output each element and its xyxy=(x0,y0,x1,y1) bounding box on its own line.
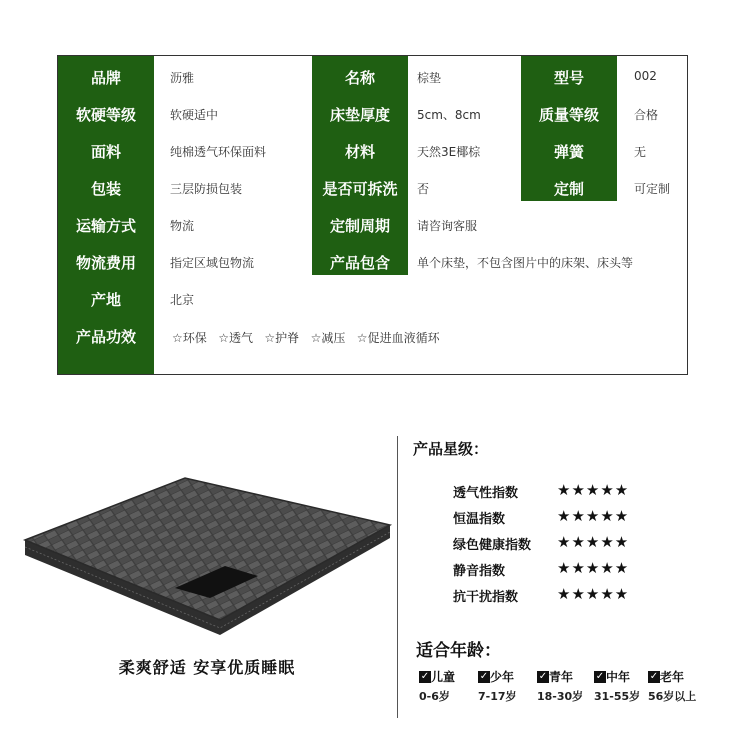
spec-label: 软硬等级 xyxy=(75,106,136,124)
age-item xyxy=(478,666,538,704)
age-range: 7-17岁 xyxy=(478,690,517,703)
spec-table xyxy=(57,55,688,375)
spec-value: 请咨询客服 xyxy=(417,219,478,233)
check-icon: ✓ xyxy=(595,670,605,682)
age-range: 56岁以上 xyxy=(648,690,697,703)
check-icon: ✓ xyxy=(479,670,489,682)
spec-value: 天然3E椰棕 xyxy=(417,145,481,159)
spec-value: 单个床垫，不包含图片中的床架、床头等 xyxy=(417,256,634,270)
spec-label: 品牌 xyxy=(90,69,121,87)
age-item xyxy=(648,666,708,704)
spec-label: 产品包含 xyxy=(329,254,390,272)
spec-value: 棕垫 xyxy=(417,71,442,85)
spec-value: 软硬适中 xyxy=(170,108,219,122)
age-name: 老年 xyxy=(660,670,685,684)
divider xyxy=(397,436,398,718)
spec-label: 材料 xyxy=(344,143,375,161)
spec-value: 物流 xyxy=(170,219,195,233)
spec-label: 质量等级 xyxy=(538,106,599,124)
spec-label: 定制 xyxy=(553,180,584,198)
spec-value: 5cm、8cm xyxy=(417,108,481,122)
spec-label: 型号 xyxy=(553,69,584,87)
spec-value: 北京 xyxy=(170,293,195,307)
spec-label: 物流费用 xyxy=(75,254,136,272)
spec-label: 床垫厚度 xyxy=(329,106,390,124)
spec-value: 三层防损包装 xyxy=(170,182,243,196)
age-range: 0-6岁 xyxy=(419,690,450,703)
spec-label: 产品功效 xyxy=(75,328,136,346)
age-name: 青年 xyxy=(549,670,574,684)
rating-label: 恒温指数 xyxy=(453,512,506,527)
spec-value: ☆环保 ☆透气 ☆护脊 ☆减压 ☆促进血液循环 xyxy=(172,331,440,345)
spec-value: 纯棉透气环保面料 xyxy=(170,145,267,159)
spec-value: 沥雅 xyxy=(170,71,195,85)
rating-stars: ★★★★★ xyxy=(557,533,630,551)
spec-value: 否 xyxy=(417,182,430,196)
spec-label: 面料 xyxy=(90,143,121,161)
age-item xyxy=(419,666,479,704)
age-name: 中年 xyxy=(606,670,631,684)
spec-label: 弹簧 xyxy=(553,143,584,161)
age-name: 少年 xyxy=(490,670,515,684)
mattress-image xyxy=(20,470,395,640)
spec-label: 定制周期 xyxy=(329,217,390,235)
age-name: 儿童 xyxy=(431,670,456,684)
rating-label: 静音指数 xyxy=(453,564,506,579)
check-icon: ✓ xyxy=(649,670,659,682)
age-range: 18-30岁 xyxy=(537,690,584,703)
rating-stars: ★★★★★ xyxy=(557,481,630,499)
age-range: 31-55岁 xyxy=(594,690,641,703)
rating-label: 绿色健康指数 xyxy=(453,538,532,553)
spec-value: 无 xyxy=(634,145,647,159)
spec-label: 是否可拆洗 xyxy=(322,180,398,198)
spec-label: 运输方式 xyxy=(75,217,136,235)
rating-title: 产品星级： xyxy=(413,440,489,458)
spec-label: 产地 xyxy=(90,291,121,309)
check-icon: ✓ xyxy=(538,670,548,682)
rating-stars: ★★★★★ xyxy=(557,507,630,525)
slogan: 柔爽舒适 安享优质睡眠 xyxy=(118,658,296,677)
rating-stars: ★★★★★ xyxy=(557,585,630,603)
spec-value: 002 xyxy=(634,69,657,83)
age-item xyxy=(594,666,654,704)
spec-value: 合格 xyxy=(634,108,659,122)
age-title: 适合年龄： xyxy=(416,641,501,661)
spec-label-column-2 xyxy=(312,56,408,275)
rating-stars: ★★★★★ xyxy=(557,559,630,577)
spec-label: 名称 xyxy=(344,69,375,87)
rating-label: 透气性指数 xyxy=(453,486,519,501)
age-item xyxy=(537,666,597,704)
spec-value: 可定制 xyxy=(634,182,671,196)
spec-value: 指定区域包物流 xyxy=(170,256,255,270)
rating-label: 抗干扰指数 xyxy=(453,590,519,605)
spec-label: 包装 xyxy=(90,180,121,198)
check-icon: ✓ xyxy=(420,670,430,682)
